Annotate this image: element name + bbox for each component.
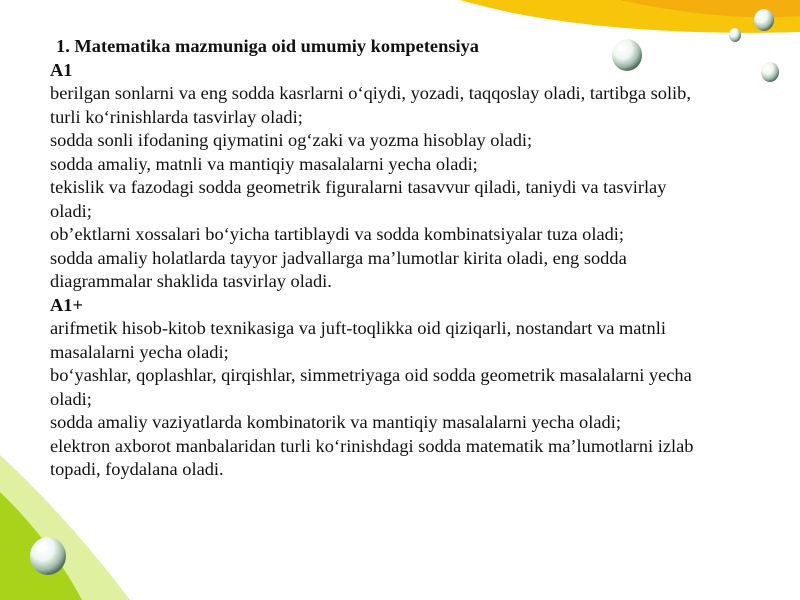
water-drop-icon	[754, 9, 774, 31]
text-line: elektron axborot manbalaridan turli ko‘rinishdagi sodda matematik ma’lumotlarni izlab	[50, 435, 694, 456]
text-line: oladi;	[50, 200, 92, 221]
text-line: diagrammalar shaklida tasvirlay oladi.	[50, 271, 332, 291]
water-drop-icon	[30, 537, 66, 575]
slide-body	[50, 35, 762, 482]
text-line: berilgan sonlarni va eng sodda kasrlarni o‘qiydi, yozadi, taqqoslay oladi, tartibga solib,	[50, 83, 691, 103]
text-line: sodda amaliy, matnli va mantiqiy masalalarni yecha oladi;	[50, 153, 478, 174]
section-level-label: A1+	[50, 294, 83, 315]
text-line: bo‘yashlar, qoplashlar, qirqishlar, simmetriyaga oid sodda geometrik masalalarni yecha	[50, 365, 692, 385]
text-line: tekislik va fazodagi sodda geometrik figuralarni tasavvur qiladi, taniydi va tasvirlay	[50, 177, 667, 197]
text-line: masalalarni yecha oladi;	[50, 341, 229, 362]
text-line: topadi, foydalana oladi.	[50, 459, 224, 479]
water-drop-icon	[761, 62, 779, 82]
text-line: sodda amaliy holatlarda tayyor jadvallarga ma’lumotlar kirita oladi, eng sodda	[50, 247, 627, 268]
text-line: oladi;	[50, 388, 92, 409]
slide-title: 1. Matematika mazmuniga oid umumiy kompetensiya	[56, 36, 479, 56]
text-line: ob’ektlarni xossalari bo‘yicha tartiblaydi va sodda kombinatsiyalar tuza oladi;	[50, 224, 625, 244]
text-line: sodda sonli ifodaning qiymatini og‘zaki va yozma hisoblay oladi;	[50, 130, 533, 150]
text-line: arifmetik hisob-kitob texnikasiga va juft-toqlikka oid qiziqarli, nostandart va matnli	[50, 318, 666, 338]
text-line: turli ko‘rinishlarda tasvirlay oladi;	[50, 106, 303, 127]
text-line: sodda amaliy vaziyatlarda kombinatorik va mantiqiy masalalarni yecha oladi;	[50, 412, 621, 432]
section-level-label: A1	[50, 59, 73, 80]
